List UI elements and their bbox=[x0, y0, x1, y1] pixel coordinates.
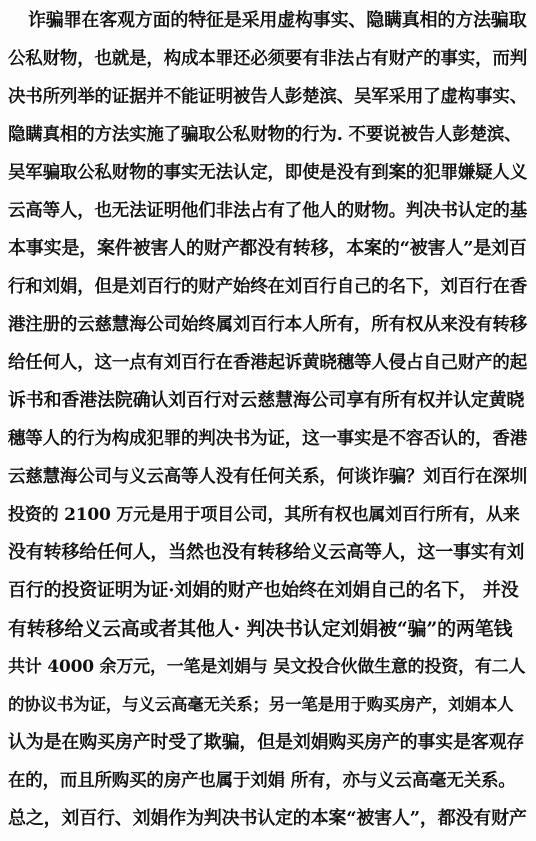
text-line-17: 有转移给义云高或者其他人· 判决书认定刘娟被“骗”的两笔钱 bbox=[8, 618, 513, 640]
text-line-20: 认为是在购买房产时受了欺骗，但是刘娟购买房产的事实是客观存 bbox=[8, 732, 525, 753]
text-line-18: 共计 4000 余万元，一笔是刘娟与 吴文投合伙做生意的投资，有二人 bbox=[8, 657, 526, 677]
text-line-21: 在的，而且所购买的房产也属于刘娟 所有，亦与义云高毫无关系。 bbox=[8, 771, 516, 791]
text-line-8: 行和刘娟，但是刘百行的财产始终在刘百行自己的名下，刘百行在香 bbox=[8, 277, 527, 297]
text-line-12: 穗等人的行为构成犯罪的判决书为证，这一事实是不容否认的，香港 bbox=[8, 429, 527, 449]
text-line-1: 诈骗罪在客观方面的特征是采用虚构事实、隐瞒真相的方法骗取 bbox=[28, 10, 527, 31]
text-line-6: 云高等人，也无法证明他们非法占有了他人的财物。判决书认定的基 bbox=[8, 201, 527, 221]
text-line-13: 云慈慧海公司与义云高等人没有任何关系，何谈诈骗？刘百行在深圳 bbox=[8, 467, 527, 487]
text-line-4: 隐瞒真相的方法实施了骗取公私财物的行为. 不要说被告人彭楚滨、 bbox=[8, 125, 522, 145]
text-line-9: 港注册的云慈慧海公司始终属刘百行本人所有，所有权从来没有转移 bbox=[8, 315, 527, 335]
text-line-5: 吴军骗取公私财物的事实无法认定，即使是没有到案的犯罪嫌疑人义 bbox=[8, 163, 527, 183]
text-line-22: 总之，刘百行、刘娟作为判决书认定的本案“被害人”，都没有财产 bbox=[8, 808, 527, 829]
text-line-19: 的协议书为证，与义云高毫无关系；另一笔是用于购买房产，刘娟本人 bbox=[8, 695, 514, 714]
text-line-11: 诉书和香港法院确认刘百行对云慈慧海公司享有所有权并认定黄晓 bbox=[8, 390, 525, 411]
text-line-2: 公私财物，也就是，构成本罪还必须要有非法占有财产的事实，而判 bbox=[8, 49, 527, 69]
text-line-14: 投资的 2100 万元是用于项目公司，其所有权也属刘百行所有，从来 bbox=[8, 505, 520, 525]
text-line-3: 决书所列举的证据并不能证明被告人彭楚滨、吴军采用了虚构事实、 bbox=[8, 87, 527, 107]
text-line-16: 百行的投资证明为证·刘娟的财产也始终在刘娟自己的名下， 并没 bbox=[8, 580, 519, 601]
text-line-15: 没有转移给任何人，当然也没有转移给义云高等人，这一事实有刘 bbox=[8, 542, 525, 563]
text-line-7: 本事实是，案件被害人的财产都没有转移，本案的“被害人”是刘百 bbox=[8, 238, 527, 259]
text-line-10: 给任何人，这一点有刘百行在香港起诉黄晓穗等人侵占自己财产的起 bbox=[8, 353, 527, 373]
